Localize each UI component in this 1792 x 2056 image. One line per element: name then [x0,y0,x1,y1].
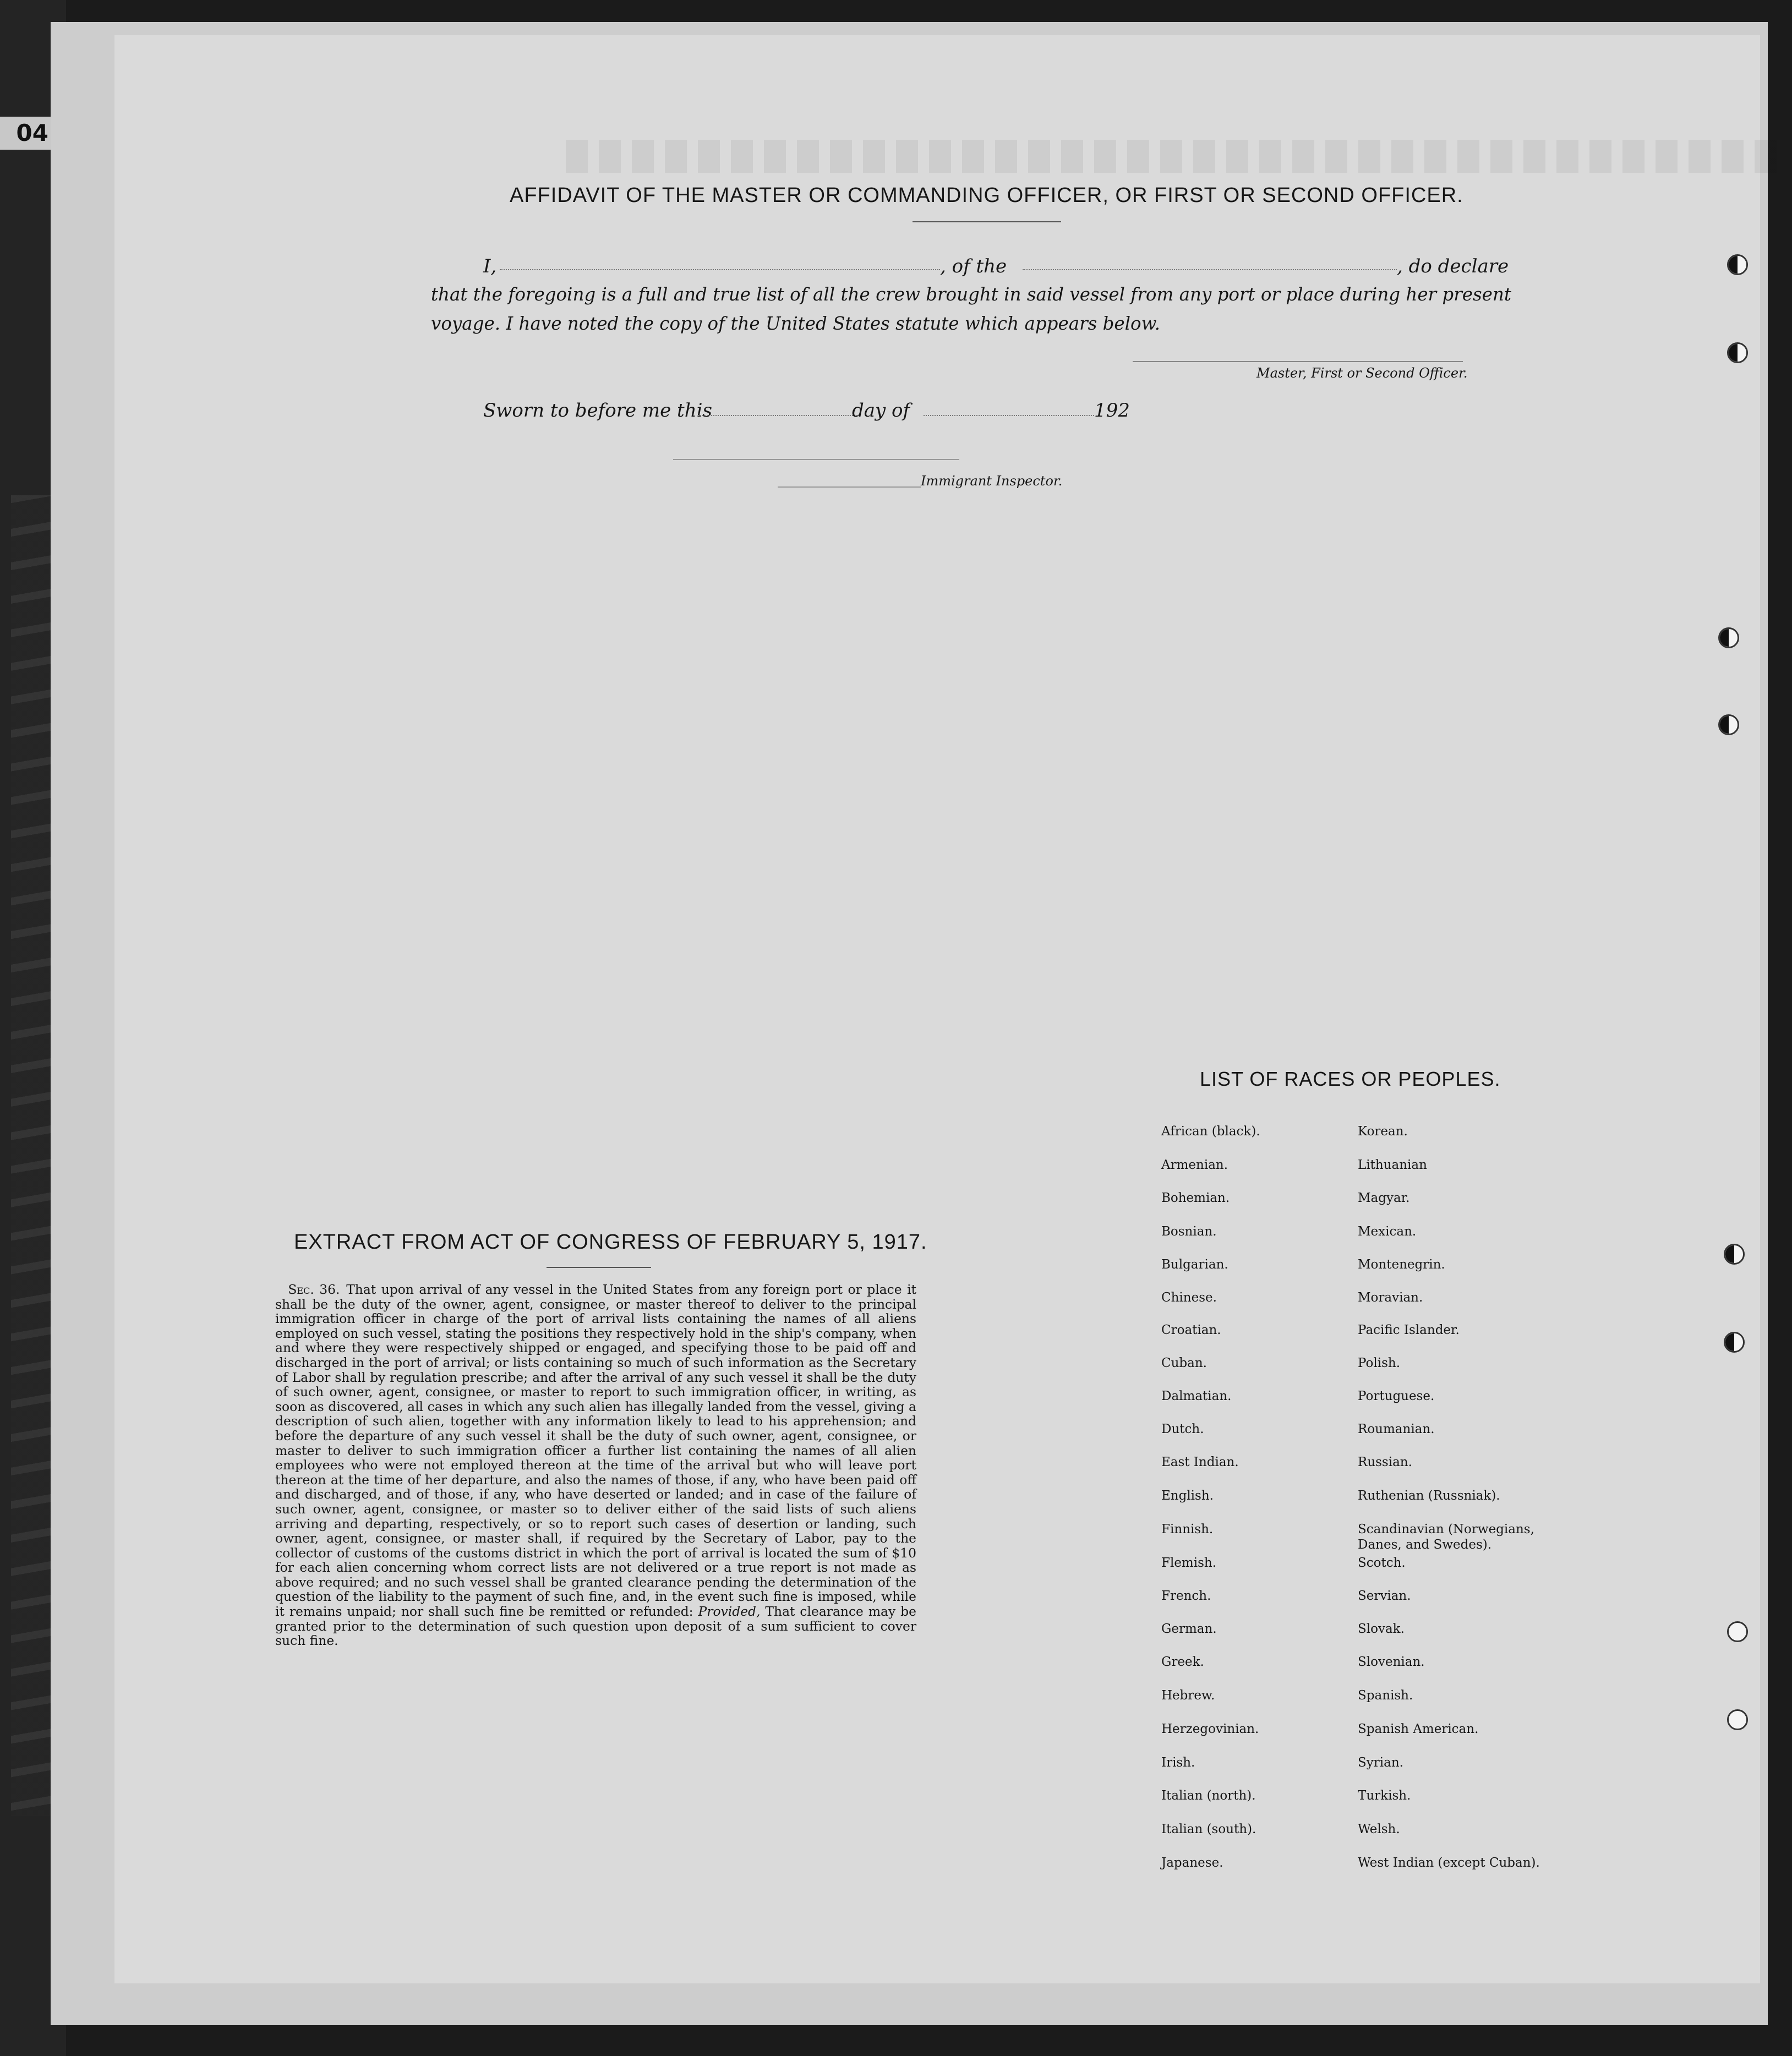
proviso-text: That clearance may be granted prior to the determination of such question upon deposit of a sum sufficient to cover such fine. [275,1604,916,1649]
race-left-item: Armenian. [1161,1158,1228,1172]
section-text: That upon arrival of any vessel in the United States from any foreign port or place it shall be the duty of the owner, agent, consignee, or master thereof to deliver to the principal immigration officer in charge of the port of arrival lists containing the names of all aliens employed on such vessel, stating the positions they respectively hold in the ship's company, when and where they were respectively shipped or engaged, and specifying those to be paid off and discharged in the port of arrival; or lists containing so much of such information as the Secretary of Labor shall by regulation prescribe; and after the arrival of any such vessel it shall be the duty of such owner, agent, consignee, or master to report to such immigration officer, in writing, as soon as discovered, all cases in which any such alien has illegally landed from the vessel, giving a description of such alien, together with any information likely to lead to his apprehension; and before the departure of any such vessel it shall be the duty of such owner, agent, consignee, or master to deliver to such immigration officer a further list containing the names of all alien employees who were not employed thereon at the time of the arrival but who will leave port thereon at the time of her departure, and also the names of those, if any, who have been paid off and discharged, and of those, if any, who have deserted or landed; and in case of the failure of such owner, agent, consignee, or master so to deliver either of the said lists of such aliens arriving and departing, respectively, or so to report such cases of desertion or landing, such owner, agent, consignee, or master shall, if required by the Secretary of Labor, pay to the collector of customs of the customs district in which the port of arrival is located the sum of $10 for each alien concerning whom correct lists are not delivered or a true report is not made as above required; and no such vessel shall be granted clearance pending the determination of the question of the liability to the payment of such fine, and, in the event such fine is imposed, while it remains unpaid; nor shall such fine be remitted or refunded: [275,1282,916,1620]
race-right-item: Montenegrin. [1358,1257,1445,1272]
race-right-item: Russian. [1358,1455,1412,1469]
race-left-item: Bulgarian. [1161,1257,1228,1272]
punch-hole [1727,254,1748,275]
extract-body [275,1282,916,1648]
race-left-item: Irish. [1161,1756,1195,1770]
extract-rule [547,1267,651,1268]
inspector-line [778,486,921,488]
race-left-item: Japanese. [1161,1856,1223,1870]
affidavit-line1-end: , do declare [1397,255,1509,277]
race-left-item: German. [1161,1622,1217,1636]
race-left-item: Chinese. [1161,1291,1217,1305]
race-right-item: Syrian. [1358,1756,1403,1770]
race-right-item: Moravian. [1358,1291,1423,1305]
punch-hole [1718,714,1739,735]
race-left-item: Croatian. [1161,1323,1221,1337]
sworn-prefix: Sworn to before me this [483,400,712,422]
race-right-item: Spanish. [1358,1688,1413,1703]
position-blank[interactable] [1023,269,1397,270]
race-right-item: Scandinavian (Norwegians, [1358,1522,1534,1536]
signature-label: Master, First or Second Officer. [1256,365,1468,381]
race-right-item: Korean. [1358,1124,1408,1139]
inspector-line-upper [673,459,959,460]
race-right-item: Danes, and Swedes). [1358,1538,1492,1552]
affidavit-line1-start: I, [483,255,497,277]
race-right-item: Slovak. [1358,1622,1405,1636]
race-right-item: Roumanian. [1358,1422,1435,1436]
sworn-day-label: day of [852,400,910,422]
affidavit-line2: that the foregoing is a full and true list of all the crew brought in said vessel from any port or place during her present [431,284,1511,305]
section-label: Sec. 36. [288,1282,340,1297]
punch-hole [1727,1709,1748,1730]
race-left-item: Italian (south). [1161,1822,1256,1836]
races-heading: LIST OF RACES OR PEOPLES. [1200,1068,1501,1090]
race-left-item: Bohemian. [1161,1191,1230,1205]
race-left-item: Dalmatian. [1161,1389,1232,1403]
race-left-item: Herzegovinian. [1161,1722,1259,1736]
punch-hole [1727,342,1748,363]
race-left-item: East Indian. [1161,1455,1239,1469]
race-right-item: Pacific Islander. [1358,1323,1460,1337]
proviso-word: Provided, [698,1604,761,1620]
race-right-item: Polish. [1358,1356,1401,1370]
race-left-item: Greek. [1161,1655,1204,1669]
bleed-through-text [566,140,1777,173]
race-right-item: Scotch. [1358,1556,1406,1570]
race-right-item: Turkish. [1358,1789,1411,1803]
race-left-item: Bosnian. [1161,1224,1217,1239]
race-left-item: Finnish. [1161,1522,1214,1536]
race-left-item: French. [1161,1589,1211,1603]
affidavit-line1-mid: , of the [940,255,1007,277]
race-right-item: Magyar. [1358,1191,1410,1205]
race-left-item: Italian (north). [1161,1789,1256,1803]
race-right-item: Slovenian. [1358,1655,1425,1669]
punch-hole [1724,1244,1745,1265]
race-right-item: West Indian (except Cuban). [1358,1856,1540,1870]
affidavit-heading: AFFIDAVIT OF THE MASTER OR COMMANDING OFFICER, OR FIRST OR SECOND OFFICER. [510,184,1463,207]
extract-heading: EXTRACT FROM ACT OF CONGRESS OF FEBRUARY 5, 1917. [294,1231,927,1254]
inspector-label: Immigrant Inspector. [921,473,1063,489]
race-left-item: African (black). [1161,1124,1260,1139]
sworn-day-blank[interactable] [698,415,857,416]
sworn-year: 192 [1094,400,1130,422]
race-left-item: Hebrew. [1161,1688,1215,1703]
race-right-item: Spanish American. [1358,1722,1479,1736]
race-right-item: Portuguese. [1358,1389,1435,1403]
race-right-item: Mexican. [1358,1224,1417,1239]
race-left-item: English. [1161,1489,1214,1503]
race-right-item: Ruthenian (Russniak). [1358,1489,1500,1503]
page-number: 04 [0,117,51,150]
heading-rule [913,221,1061,222]
affidavit-line3: voyage. I have noted the copy of the United States statute which appears below. [431,313,1160,334]
race-right-item: Welsh. [1358,1822,1400,1836]
name-blank[interactable] [500,269,940,270]
document-page [114,35,1760,1983]
punch-hole [1727,1621,1748,1642]
race-right-item: Lithuanian [1358,1158,1427,1172]
race-right-item: Servian. [1358,1589,1411,1603]
punch-hole [1718,627,1739,648]
sworn-month-blank[interactable] [924,415,1094,416]
race-left-item: Dutch. [1161,1422,1204,1436]
punch-hole [1724,1332,1745,1353]
signature-line [1133,361,1463,362]
race-left-item: Cuban. [1161,1356,1207,1370]
race-left-item: Flemish. [1161,1556,1217,1570]
